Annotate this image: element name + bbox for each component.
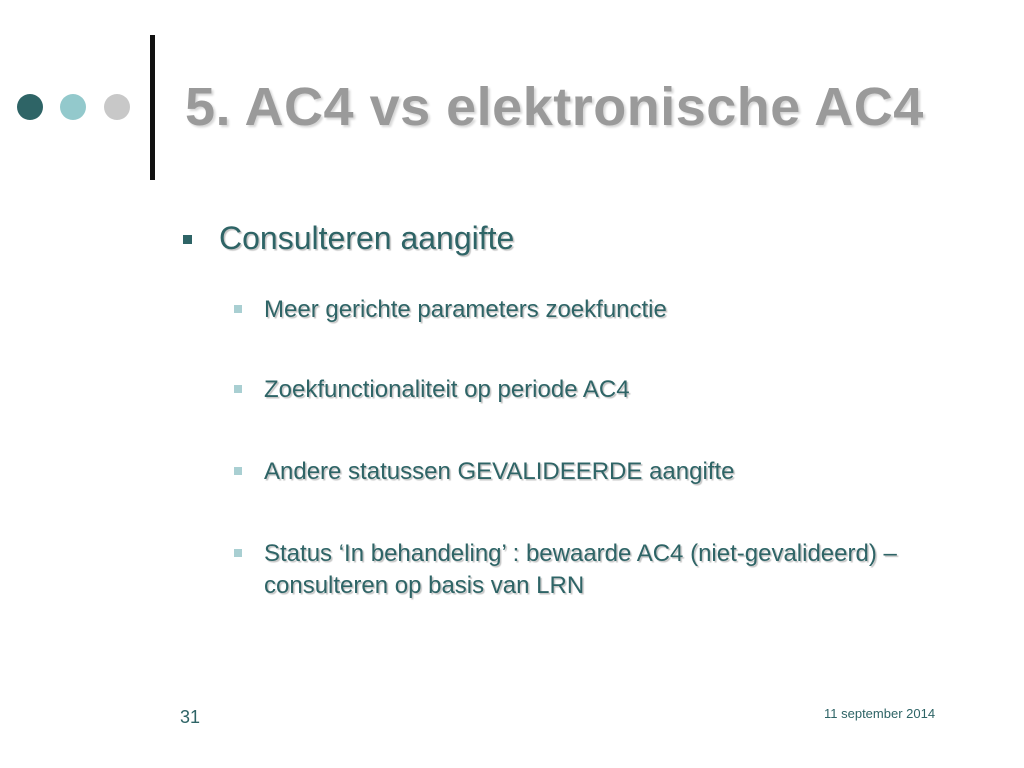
list-item-text: Meer gerichte parameters zoekfunctie	[264, 296, 667, 323]
title-divider	[150, 35, 155, 180]
decorative-dot-dark	[17, 94, 43, 120]
footer-date: 11 september 2014	[824, 706, 936, 721]
slide-title: 5. AC4 vs elektronische AC4	[185, 77, 924, 137]
decorative-dot-light	[60, 94, 86, 120]
list-item-text: Zoekfunctionaliteit op periode AC4	[264, 376, 630, 403]
list-item	[234, 294, 904, 326]
square-bullet-icon	[183, 235, 192, 244]
list-item-text: Status ‘In behandeling’ : bewaarde AC4 (niet-gevalideerd) – consulteren op basis van LRN	[264, 540, 897, 599]
decorative-dot-gray	[104, 94, 130, 120]
list-item-text: Andere statussen GEVALIDEERDE aangifte	[264, 458, 735, 485]
list-item	[234, 538, 904, 602]
level1-heading: Consulteren aangifte	[219, 220, 515, 256]
square-bullet-icon	[234, 385, 242, 393]
square-bullet-icon	[234, 549, 242, 557]
list-item	[234, 374, 904, 406]
square-bullet-icon	[234, 467, 242, 475]
square-bullet-icon	[234, 305, 242, 313]
list-item	[234, 456, 904, 488]
page-number: 31	[180, 707, 201, 727]
level1-list-item	[183, 220, 514, 257]
